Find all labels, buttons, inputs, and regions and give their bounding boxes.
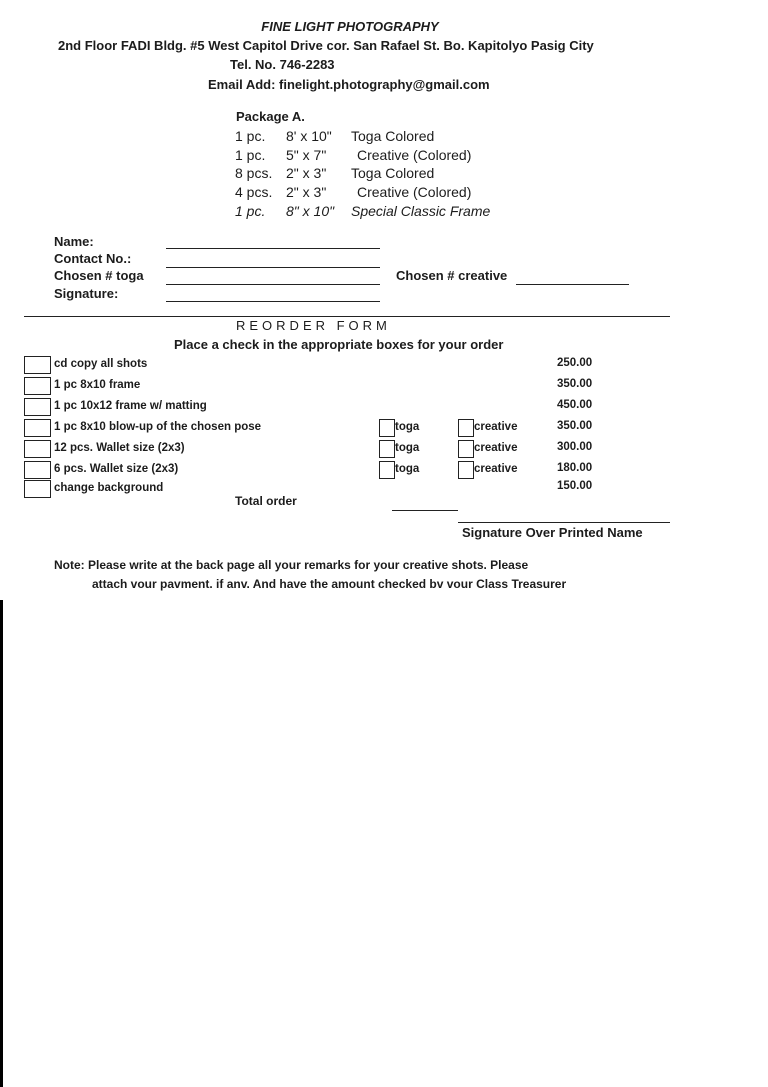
package-title: Package A. — [236, 109, 305, 124]
package-item-desc: Creative (Colored) — [357, 184, 472, 200]
signature-over-name-line[interactable] — [458, 522, 670, 523]
item-label: 1 pc 10x12 frame w/ matting — [54, 400, 207, 412]
creative-checkbox[interactable] — [458, 419, 474, 437]
item-label: change background — [54, 482, 164, 494]
total-order-label: Total order — [235, 494, 297, 508]
toga-checkbox[interactable] — [379, 419, 395, 437]
package-item-size: 8" x 10" — [286, 203, 335, 219]
package-item-qty: 4 pcs. — [235, 184, 273, 200]
item-price: 180.00 — [557, 462, 593, 474]
package-item-desc: Toga Colored — [351, 165, 435, 181]
section-divider — [24, 316, 670, 317]
reorder-title: REORDER FORM — [236, 318, 391, 333]
item-price: 450.00 — [557, 399, 593, 411]
package-item-qty: 1 pc. — [235, 128, 266, 144]
item-label: 1 pc 8x10 frame — [54, 379, 141, 391]
package-item-size: 2" x 3" — [286, 184, 327, 200]
item-label: 1 pc 8x10 blow-up of the chosen pose — [54, 421, 262, 433]
name-input-line[interactable] — [166, 248, 380, 249]
item-price: 250.00 — [557, 357, 593, 369]
item-checkbox[interactable] — [24, 356, 51, 374]
contact-input-line[interactable] — [166, 267, 380, 268]
business-name: FINE LIGHT PHOTOGRAPHY — [261, 19, 439, 34]
item-label: 12 pcs. Wallet size (2x3) — [54, 442, 185, 454]
signature-label: Signature: — [54, 286, 119, 301]
package-item-desc: Special Classic Frame — [351, 203, 491, 219]
toga-option-label: toga — [395, 421, 420, 433]
package-item-size: 2" x 3" — [286, 165, 327, 181]
scan-edge-bar — [0, 600, 3, 1087]
toga-checkbox[interactable] — [379, 461, 395, 479]
item-checkbox[interactable] — [24, 461, 51, 479]
creative-checkbox[interactable] — [458, 461, 474, 479]
item-label: 6 pcs. Wallet size (2x3) — [54, 463, 179, 475]
item-price: 350.00 — [557, 420, 593, 432]
name-label: Name: — [54, 234, 94, 249]
reorder-instruction: Place a check in the appropriate boxes for your order — [174, 337, 504, 352]
note-line-1: Note: Please write at the back page all your remarks for your creative shots. Please — [54, 558, 529, 572]
total-order-line[interactable] — [392, 510, 458, 511]
package-item-size: 5" x 7" — [286, 147, 327, 163]
package-item-qty: 1 pc. — [235, 203, 266, 219]
creative-option-label: creative — [474, 442, 518, 454]
business-tel: Tel. No. 746-2283 — [230, 57, 335, 72]
package-item-desc: Toga Colored — [351, 128, 435, 144]
item-checkbox[interactable] — [24, 480, 51, 498]
chosen-toga-input-line[interactable] — [166, 284, 380, 285]
creative-option-label: creative — [474, 463, 518, 475]
note-line-2: attach vour pavment. if anv. And have the amount checked bv vour Class Treasurer — [92, 577, 567, 591]
item-price: 350.00 — [557, 378, 593, 390]
toga-option-label: toga — [395, 463, 420, 475]
business-address: 2nd Floor FADI Bldg. #5 West Capitol Drive cor. San Rafael St. Bo. Kapitolyo Pasig City — [58, 38, 594, 53]
package-item-qty: 8 pcs. — [235, 165, 273, 181]
item-price: 150.00 — [557, 480, 593, 492]
item-checkbox[interactable] — [24, 377, 51, 395]
package-item-qty: 1 pc. — [235, 147, 266, 163]
item-checkbox[interactable] — [24, 398, 51, 416]
item-price: 300.00 — [557, 441, 593, 453]
package-item-size: 8' x 10" — [286, 128, 332, 144]
chosen-creative-label: Chosen # creative — [396, 268, 508, 283]
business-email: Email Add: finelight.photography@gmail.com — [208, 77, 490, 92]
signature-input-line[interactable] — [166, 301, 380, 302]
item-checkbox[interactable] — [24, 419, 51, 437]
toga-option-label: toga — [395, 442, 420, 454]
package-item-desc: Creative (Colored) — [357, 147, 472, 163]
item-label: cd copy all shots — [54, 358, 148, 370]
chosen-toga-label: Chosen # toga — [54, 268, 144, 283]
creative-option-label: creative — [474, 421, 518, 433]
toga-checkbox[interactable] — [379, 440, 395, 458]
item-checkbox[interactable] — [24, 440, 51, 458]
creative-checkbox[interactable] — [458, 440, 474, 458]
contact-label: Contact No.: — [54, 251, 132, 266]
signature-over-name-label: Signature Over Printed Name — [462, 525, 643, 540]
chosen-creative-input-line[interactable] — [516, 284, 629, 285]
